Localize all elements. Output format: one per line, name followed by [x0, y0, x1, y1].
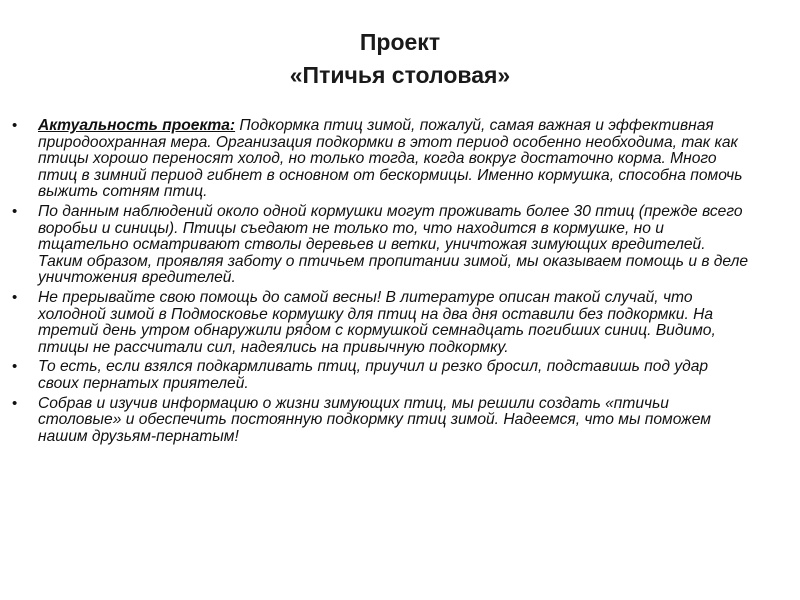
bullet-text: Собрав и изучив информацию о жизни зимующих птиц, мы решили создать «птичьи столовые» и обеспечить постоянную подкормку птиц зимой. Надеемся, что мы поможем нашим друзьям-пернатым! — [38, 394, 711, 445]
bullet-item-observations — [12, 204, 752, 287]
bullet-lead: Актуальность проекта: — [38, 117, 236, 134]
bullet-item-conclusion — [12, 396, 752, 446]
slide-title — [0, 26, 800, 92]
title-line-2: «Птичья столовая» — [289, 62, 511, 88]
bullet-text: Не прерывайте свою помощь до самой весны! В литературе описан такой случай, что холодной зимой в Подмосковье кормушку для птиц на два дня оставили без подкормки. На третий день утром обнаружили рядом с кормушкой семнадцать погибших синиц. Видимо, птицы не рассчитали сил, надеялись на привычную подкормку. — [38, 288, 716, 356]
bullet-item-relevance — [12, 118, 752, 201]
bullet-dot-icon: • — [12, 288, 18, 306]
bullet-dot-icon: • — [12, 202, 18, 220]
bullet-text: По данным наблюдений около одной кормушки могут проживать более 30 птиц (прежде всего воробьи и синицы). Птицы съедают не только то, что находится в кормушке, но и тщательно осматривают стволы деревьев и ветки, уничтожая зимующих вредителей. Таким образом, проявляя заботу о птичьем пропитании зимой, мы оказываем помощь и в деле уничтожения вредителей. — [38, 202, 749, 287]
bullet-text: То есть, если взялся подкармливать птиц, приучил и резко бросил, подставишь под удар своих пернатых приятелей. — [38, 358, 709, 392]
bullet-list — [12, 118, 752, 448]
bullet-dot-icon: • — [12, 358, 18, 376]
bullet-item-consequence — [12, 359, 752, 392]
bullet-dot-icon: • — [12, 117, 18, 134]
bullet-text: Подкормка птиц зимой, пожалуй, самая важная и эффективная природоохранная мера. Организация подкормки в этот период особенно необходима, так как птицы хорошо переносят холод, но только тогда, когда вокруг достаточно корма. Много птиц в зимний период гибнет в основном от бескормицы. Именно кормушка, способна помочь выжить сотням птиц. — [38, 117, 743, 201]
bullet-dot-icon: • — [12, 394, 18, 412]
title-line-1: Проект — [359, 29, 441, 55]
bullet-item-spring — [12, 290, 752, 356]
